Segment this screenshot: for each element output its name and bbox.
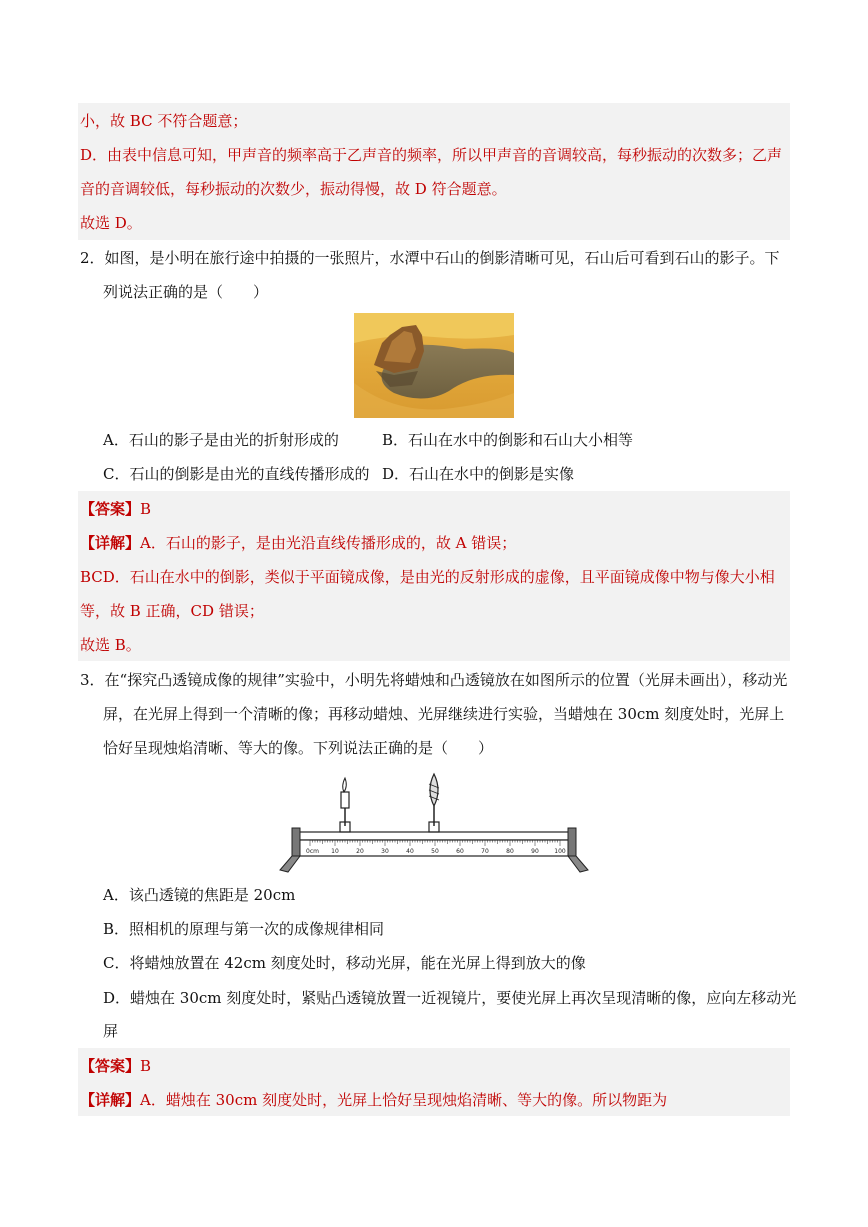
q2-detail-text-1: A．石山的影子，是由光沿直线传播形成的，故 A 错误；: [140, 534, 517, 552]
q2-answer-value: B: [140, 500, 152, 518]
q2-option-a: A．石山的影子是由光的折射形成的: [103, 431, 339, 449]
prev-line-4: 故选 D。: [80, 214, 142, 232]
q2-option-b: B．石山在水中的倒影和石山大小相等: [382, 431, 634, 449]
ruler-label: 0cm: [306, 848, 319, 855]
ruler-label: 60: [456, 848, 464, 855]
q3-option-b: B．照相机的原理与第一次的成像规律相同: [103, 920, 385, 938]
ruler-label: 100: [554, 848, 566, 855]
q2-detail-line-2: BCD．石山在水中的倒影，类似于平面镜成像，是由光的反射形成的虚像，且平面镜成像中物与像大小相: [80, 568, 775, 586]
q2-stem-line-1: 2．如图，是小明在旅行途中拍摄的一张照片，水潭中石山的倒影清晰可见，石山后可看到石山的影子。下: [80, 249, 780, 267]
q3-detail-tag: 【详解】: [80, 1091, 141, 1109]
q2-option-d: D．石山在水中的倒影是实像: [382, 465, 575, 483]
q2-stem-line-2: 列说法正确的是（ ）: [103, 283, 269, 301]
q3-option-a: A．该凸透镜的焦距是 20cm: [103, 886, 296, 904]
q2-detail-line-1: [80, 533, 516, 553]
q2-detail-line-3: 等，故 B 正确，CD 错误；: [80, 602, 264, 620]
q3-option-d-line-1: D．蜡烛在 30cm 刻度处时，紧贴凸透镜放置一近视镜片，要使光屏上再次呈现清晰的像，应向左移动光: [103, 989, 797, 1007]
ruler-label: 40: [406, 848, 414, 855]
q2-option-c: C．石山的倒影是由光的直线传播形成的: [103, 465, 370, 483]
convex-lens-icon: [429, 774, 439, 832]
q3-answer-value: B: [140, 1057, 152, 1075]
q2-detail-tag: 【详解】: [80, 534, 141, 552]
ruler-label: 50: [431, 848, 439, 855]
prev-line-3: 音的音调较低，每秒振动的次数少，振动得慢，故 D 符合题意。: [80, 180, 507, 198]
prev-line-2: D．由表中信息可知，甲声音的频率高于乙声音的频率，所以甲声音的音调较高，每秒振动的次数多；乙声: [80, 146, 783, 164]
q3-stem-line-3: 恰好呈现烛焰清晰、等大的像。下列说法正确的是（ ）: [103, 739, 494, 757]
optical-bench-figure: [278, 770, 590, 875]
q2-answer-tag: 【答案】: [80, 500, 141, 518]
q2-answer-line: [80, 499, 151, 519]
ruler-label: 10: [331, 848, 339, 855]
q3-detail-line-1: [80, 1090, 667, 1110]
q3-option-c: C．将蜡烛放置在 42cm 刻度处时，移动光屏，能在光屏上得到放大的像: [103, 954, 586, 972]
q3-answer-tag: 【答案】: [80, 1057, 141, 1075]
candle-icon: [340, 778, 350, 832]
ruler-label: 30: [381, 848, 389, 855]
q3-option-d-line-2: 屏: [103, 1022, 119, 1040]
ruler-label: 70: [481, 848, 489, 855]
q2-detail-line-4: 故选 B。: [80, 636, 141, 654]
q2-photo-rock-reflection: [354, 313, 514, 418]
q3-answer-line: [80, 1056, 151, 1076]
ruler-label: 20: [356, 848, 364, 855]
q3-detail-text-1: A．蜡烛在 30cm 刻度处时，光屏上恰好呈现烛焰清晰、等大的像。所以物距为: [140, 1091, 668, 1109]
q3-stem-line-2: 屏，在光屏上得到一个清晰的像；再移动蜡烛、光屏继续进行实验，当蜡烛在 30cm 刻度处时，光屏上: [103, 705, 785, 723]
prev-line-1: 小，故 BC 不符合题意；: [80, 112, 248, 130]
ruler-label: 90: [531, 848, 539, 855]
ruler-label: 80: [506, 848, 514, 855]
q3-stem-line-1: 3．在“探究凸透镜成像的规律”实验中，小明先将蜡烛和凸透镜放在如图所示的位置（光屏未画出），移动光: [80, 671, 788, 689]
